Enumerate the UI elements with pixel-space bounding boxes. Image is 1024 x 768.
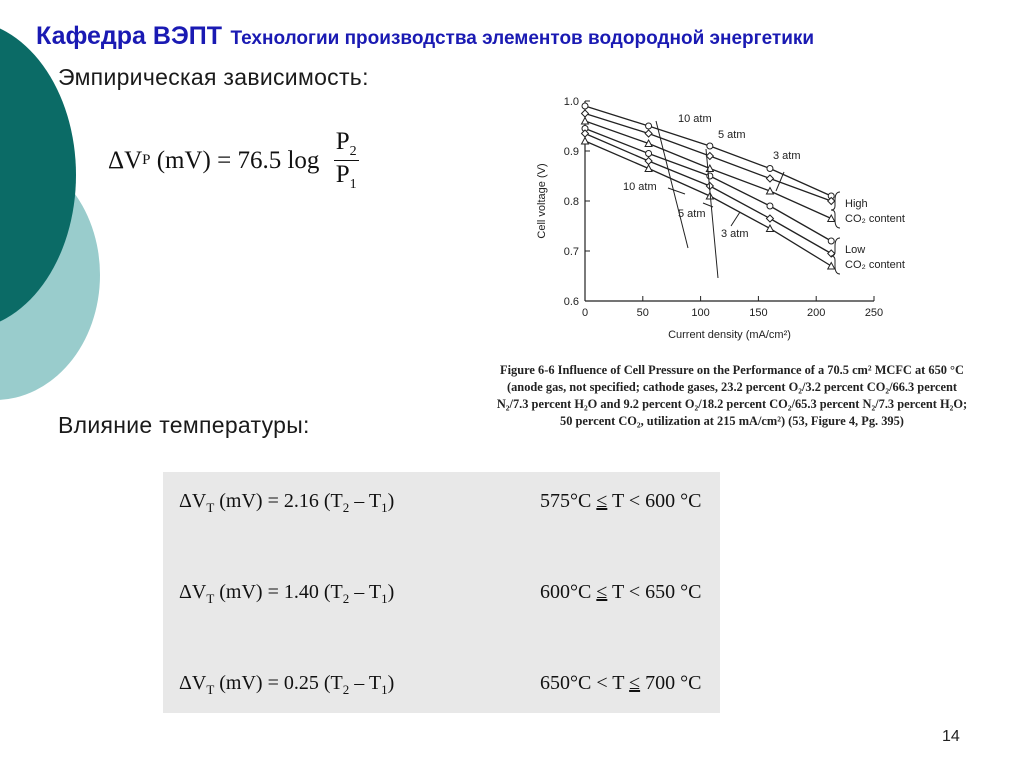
formula-part: – T: [349, 490, 382, 512]
figure-caption: [446, 362, 1018, 430]
formula-unit: (mV) =: [214, 672, 284, 694]
empirical-dependence-label: Эмпирическая зависимость:: [58, 64, 369, 90]
caption-line: N₂/7.3 percent H₂O and 9.2 percent O₂/18.2 percent CO₂/65.3 percent N₂/7.3 percent H₂O;: [496, 397, 968, 411]
data-point: [582, 130, 589, 137]
caption-line: 50 percent CO₂, utilization at 215 mA/cm²) (53, Figure 4, Pg. 395): [560, 414, 904, 428]
pressure-formula: [108, 128, 359, 193]
range-high: 700 °C: [640, 672, 702, 694]
pressure-performance-figure: [528, 88, 908, 358]
y-tick-label: 0.8: [563, 196, 579, 208]
annotation-arrow: [731, 212, 740, 226]
x-tick-label: 0: [581, 307, 589, 319]
legend-label: Low: [845, 244, 866, 256]
data-point: [582, 118, 589, 125]
formula-delta-v: ΔV: [179, 581, 207, 603]
legend-label: CO₂ content: [845, 259, 905, 271]
data-point: [706, 153, 713, 160]
range-var: T: [607, 581, 629, 603]
data-point: [645, 165, 652, 172]
temperature-coefficient: 2.16: [283, 490, 319, 512]
range-low: 600°C: [540, 581, 597, 603]
temperature-range: [540, 490, 701, 513]
series-annotation: 5 atm: [678, 208, 706, 220]
temperature-influence-label: Влияние температуры:: [58, 412, 310, 438]
temperature-coefficient: 0.25: [283, 672, 319, 694]
x-axis-label: Current density (mA/cm²): [668, 329, 791, 341]
temperature-range: [540, 672, 701, 695]
data-point: [646, 151, 652, 157]
data-point: [707, 143, 713, 149]
formula-sub: 1: [381, 682, 388, 697]
x-tick-label: 150: [749, 307, 768, 319]
formula-sub: T: [206, 591, 215, 606]
legend-label: CO₂ content: [845, 213, 905, 225]
pressure-ratio: [334, 128, 359, 193]
x-tick-label: 50: [636, 307, 649, 319]
annotation-arrow: [668, 188, 685, 194]
data-point: [645, 130, 652, 137]
page-number: 14: [942, 728, 960, 745]
data-point: [582, 110, 589, 117]
temperature-formula-table: [163, 472, 720, 713]
caption-line: (anode gas, not specified; cathode gases, 23.2 percent O₂/3.2 percent CO₂/66.3 percent: [506, 380, 957, 394]
y-axis-label: Cell voltage (V): [536, 163, 548, 239]
range-operator: ≤: [629, 672, 641, 694]
formula-unit: (mV) =: [214, 490, 284, 512]
data-point: [828, 238, 834, 244]
range-operator: <: [628, 581, 641, 603]
data-point: [707, 173, 713, 179]
range-low: 575°C: [540, 490, 597, 512]
formula-sub: 2: [342, 591, 350, 606]
slide-header: [36, 22, 814, 51]
formula-part: (T: [318, 490, 343, 512]
temperature-range: [540, 581, 701, 604]
data-point: [828, 198, 835, 205]
range-low: 650°C: [540, 672, 597, 694]
formula-sub: 2: [342, 682, 350, 697]
series-annotation: 3 atm: [773, 150, 801, 162]
data-point: [828, 215, 835, 222]
data-point: [767, 166, 773, 172]
y-tick-label: 0.9: [563, 146, 579, 158]
x-tick-label: 250: [864, 307, 884, 319]
data-point: [766, 225, 773, 232]
formula-part: ): [387, 490, 395, 512]
data-point: [582, 103, 588, 109]
formula-sub: 1: [381, 591, 388, 606]
range-high: 600 °C: [640, 490, 702, 512]
series-annotation: 10 atm: [623, 181, 657, 193]
course-title: Технологии производства элементов водородной энергетики: [230, 28, 815, 49]
formula-unit: (mV) =: [214, 581, 284, 603]
x-tick-label: 100: [691, 307, 710, 319]
formula-sub: T: [206, 682, 215, 697]
data-point: [645, 158, 652, 165]
range-high: 650 °C: [640, 581, 702, 603]
formula-sub: 1: [381, 500, 388, 515]
formula-sub: 2: [342, 500, 350, 515]
formula-part: – T: [349, 672, 382, 694]
formula-lhs-sub: P: [142, 152, 151, 168]
temperature-formula: [179, 490, 394, 516]
formula-delta-v: ΔV: [179, 490, 207, 512]
formula-part: (T: [318, 672, 343, 694]
data-point: [646, 123, 652, 129]
data-point: [828, 263, 835, 270]
y-tick-label: 0.7: [563, 246, 579, 258]
temperature-formula: [179, 672, 394, 698]
ratio-denominator: $P_1$: [335, 161, 357, 192]
y-tick-label: 1.0: [563, 96, 579, 108]
legend-label: High: [845, 198, 868, 210]
caption-line: Figure 6-6 Influence of Cell Pressure on the Performance of a 70.5 cm² MCFC at 650 °C: [500, 363, 964, 377]
range-var: T: [607, 490, 629, 512]
data-point: [582, 138, 589, 145]
pressure-chart: [528, 88, 908, 353]
formula-part: – T: [349, 581, 382, 603]
temperature-coefficient: 1.40: [283, 581, 319, 603]
series-annotation: 3 atm: [721, 228, 749, 240]
data-point: [766, 175, 773, 182]
data-point: [767, 203, 773, 209]
data-point: [766, 215, 773, 222]
department-title: Кафедра ВЭПТ: [36, 22, 222, 50]
range-var: T: [607, 672, 630, 694]
formula-lhs: ΔV: [108, 146, 143, 174]
range-operator: <: [628, 490, 641, 512]
formula-delta-v: ΔV: [179, 672, 207, 694]
formula-body: (mV) = 76.5 log: [150, 146, 326, 174]
range-operator: ≤: [596, 581, 608, 603]
series-annotation: 5 atm: [718, 129, 746, 141]
formula-part: ): [387, 672, 395, 694]
ratio-numerator: $P_2$: [335, 128, 357, 159]
formula-part: (T: [318, 581, 343, 603]
formula-sub: T: [206, 500, 215, 515]
formula-part: ): [387, 581, 395, 603]
range-operator: <: [596, 672, 608, 694]
y-tick-label: 0.6: [563, 296, 579, 308]
series-annotation: 10 atm: [678, 113, 712, 125]
temperature-formula: [179, 581, 394, 607]
x-tick-label: 200: [807, 307, 826, 319]
range-operator: ≤: [596, 490, 608, 512]
